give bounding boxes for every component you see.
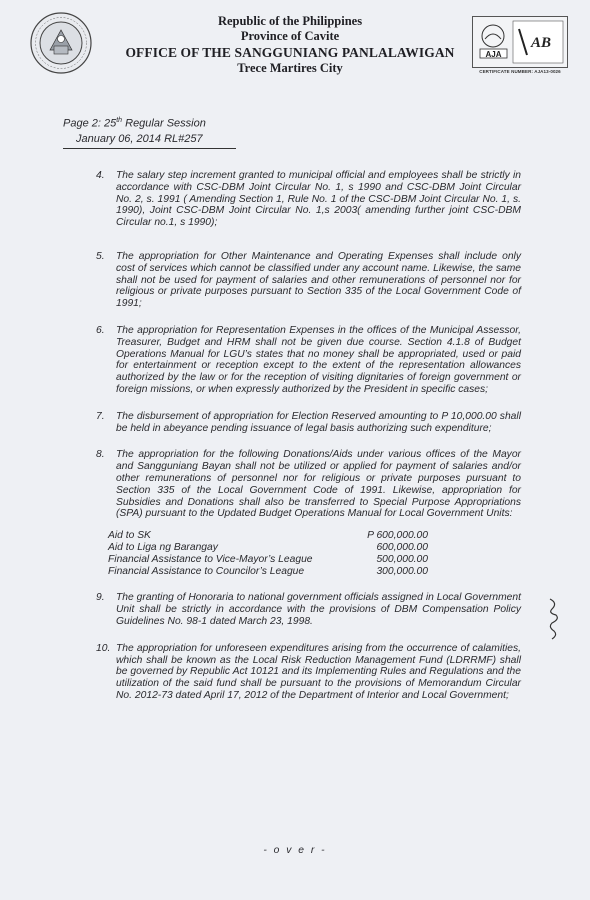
page-label-sup: th (116, 117, 123, 124)
list-item: 7. The disbursement of appropriation for Election Reserved amounting to P 10,000.00 shall be held in abeyance pending issuance of legal basis authorizing such expenditure; (96, 410, 521, 434)
page-label: Page 2: 25 (63, 117, 117, 130)
session-date: January 06, 2014 RL#257 (63, 132, 236, 149)
office-line: OFFICE OF THE SANGGUNIANG PANLALAWIGAN (125, 45, 455, 60)
republic-line: Republic of the Philippines (217, 14, 363, 28)
conditions-list (96, 170, 521, 702)
svg-text:AB: AB (530, 35, 552, 51)
aids-table (108, 530, 428, 577)
list-item: 5. The appropriation for Other Maintenance and Operating Expenses shall include only cost of services which cannot be classified under any account name. Likewise, the same shall not be used for payment of salaries and other remunerations of personnel nor for religious or private purposes pursuant to Section 335 of the Local Government Code of 1991; (96, 250, 521, 310)
handwritten-initial-icon (544, 597, 564, 641)
svg-text:AJA: AJA (485, 50, 502, 59)
list-item: 6. The appropriation for Representation Expenses in the offices of the Municipal Assessor, Treasurer, Budget and HRM shall not be given due course. Section 4.1.8 of Budget Operations Manual for LGU’s states that no money shall be appropriated, used or paid for entertainment or reception except to the extent of the representation allowances authorized by the law or for the reception of visiting dignitaries of foreign government or foreign missions, or when expressly authorized by the President in specific cases; (96, 324, 521, 395)
province-line: Province of Cavite (240, 29, 340, 43)
list-item: 4. The salary step increment granted to municipal official and employees shall be strictly in accordance with CSC-DBM Joint Circular No. 1, s 1990 and CSC-DBM Joint Circular No. 2, s. 1991 ( Amending Section 1, Rule No. 1 of the CSC-DBM Joint Circular No. 1, s. 1990), Joint CSC-DBM Joint Circular No. 1,s 2003( amending further joint CSC-DBM Circular no.1, s 1990); (96, 170, 521, 229)
list-item: 10. The appropriation for unforeseen expenditures arising from the occurrence of calamities, which shall be known as the Local Risk Reduction Management Fund (LDRRMF) shall be governed by Republic Act 10121 and its Implementing Rules and Regulations and the utilization of the said fund shall be pursuant to the provisions of Memorandum Circular No. 2012-73 dated April 17, 2012 of the Department of Interior and Local Government; (96, 642, 521, 701)
letterhead (100, 14, 480, 76)
aid-row: Aid to SK P 600,000.00 (108, 530, 428, 542)
city-line: Trece Martires City (237, 61, 343, 75)
page-reference (63, 113, 236, 149)
aid-row: Aid to Liga ng Barangay 600,000.00 (108, 541, 428, 553)
page-footer: - o v e r - (263, 845, 327, 856)
list-item: 8. The appropriation for the following Donations/Aids under various offices of the Mayor and Sangguniang Bayan shall not be utilized or applied for payment of salaries and/or other remunerations of personnel nor for religious or private purposes pursuant to Section 335 of the Local Government Code of 1991. Likewise, appropriation for Subsidies and Donations shall also be transferred to Special Purpose Appropriations (SPA) pursuant to the Updated Budget Operations Manual for Local Government Units: (96, 449, 521, 520)
aid-row: Financial Assistance to Councilor’s League 300,000.00 (108, 565, 428, 577)
certification-badge-icon (472, 16, 568, 68)
list-item: 9. The granting of Honoraria to national government officials assigned in Local Government Unit shall be strictly in accordance with the provisions of DBM Compensation Policy Guidelines No. 98-1 dated March 23, 1998. (96, 592, 521, 627)
aid-row: Financial Assistance to Vice-Mayor’s League 500,000.00 (108, 553, 428, 565)
certificate-number: CERTIFICATE NUMBER: AJA13-0026 (479, 69, 561, 74)
session-label: Regular Session (122, 117, 206, 130)
provincial-seal-icon (30, 12, 92, 74)
